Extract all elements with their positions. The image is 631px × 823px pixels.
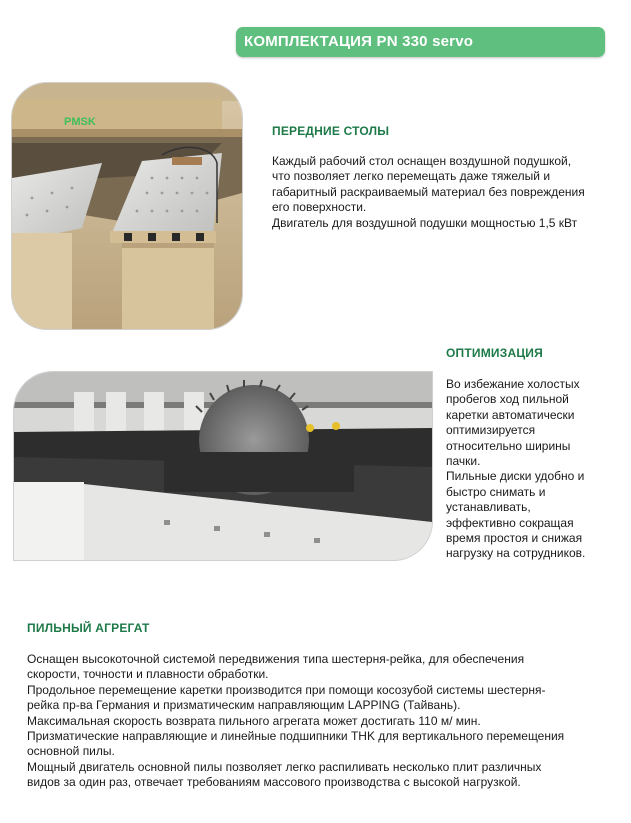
saw-blade-illustration	[14, 372, 432, 560]
brand-logo: PMSK	[64, 116, 96, 128]
page-title: КОМПЛЕКТАЦИЯ PN 330 servo	[244, 33, 474, 50]
text-line: что позволяет легко перемещать даже тяжелый и	[272, 169, 551, 184]
text-line: скорости, точности и плавности обработки.	[27, 667, 269, 682]
text-line: основной пилы.	[27, 744, 115, 759]
front-tables-illustration	[12, 83, 242, 329]
header-bar	[236, 27, 605, 57]
text-line: относительно ширины	[446, 438, 571, 453]
front-tables-title: ПЕРЕДНИЕ СТОЛЫ	[272, 124, 390, 138]
saw-optimization-photo	[13, 371, 433, 561]
text-line: быстро снимать и	[446, 484, 546, 499]
text-line: Двигатель для воздушной подушки мощностью 1,5 кВт	[272, 215, 578, 230]
text-line: Во избежание холостых	[446, 377, 580, 391]
text-line: Оснащен высокоточной системой передвижения типа шестерня-рейка, для обеспечения	[27, 652, 525, 666]
text-line: габаритный раскраиваемый материал без повреждения	[272, 184, 585, 199]
front-tables-photo	[11, 82, 243, 330]
text-line: нагрузку на сотрудников.	[446, 546, 586, 561]
text-line: Мощный двигатель основной пилы позволяет легко распиливать несколько плит различных	[27, 759, 542, 774]
text-line: устанавливать,	[446, 500, 531, 515]
text-line: время простоя и снижая	[446, 531, 583, 546]
text-line: Каждый рабочий стол оснащен воздушной подушкой,	[272, 154, 572, 168]
text-line: оптимизируется	[446, 423, 536, 438]
text-line: каретки автоматически	[446, 407, 575, 422]
text-line: Максимальная скорость возврата пильного агрегата может достигать 110 м/ мин.	[27, 713, 481, 728]
text-line: Призматические направляющие и линейные подшипники THK для вертикального перемещения	[27, 729, 565, 744]
saw-unit-title: ПИЛЬНЫЙ АГРЕГАТ	[27, 621, 150, 635]
text-line: его поверхности.	[272, 200, 367, 215]
text-line: пачки.	[446, 454, 481, 469]
front-tables-text	[272, 154, 585, 231]
text-line: Продольное перемещение каретки производится при помощи косозубой системы шестерня-	[27, 682, 546, 697]
text-line: Пильные диски удобно и	[446, 469, 585, 484]
saw-unit-text	[27, 652, 564, 791]
optimization-text	[446, 377, 585, 562]
text-line: видов за один раз, отвечает требованиям массового производства с высокой нагрузкой.	[27, 775, 521, 790]
text-line: рейка пр-ва Германия и призматическим направляющим LAPPING (Тайвань).	[27, 698, 461, 713]
text-line: пробегов ход пильной	[446, 392, 569, 407]
text-line: эффективно сокращая	[446, 515, 574, 530]
optimization-title: ОПТИМИЗАЦИЯ	[446, 346, 543, 360]
